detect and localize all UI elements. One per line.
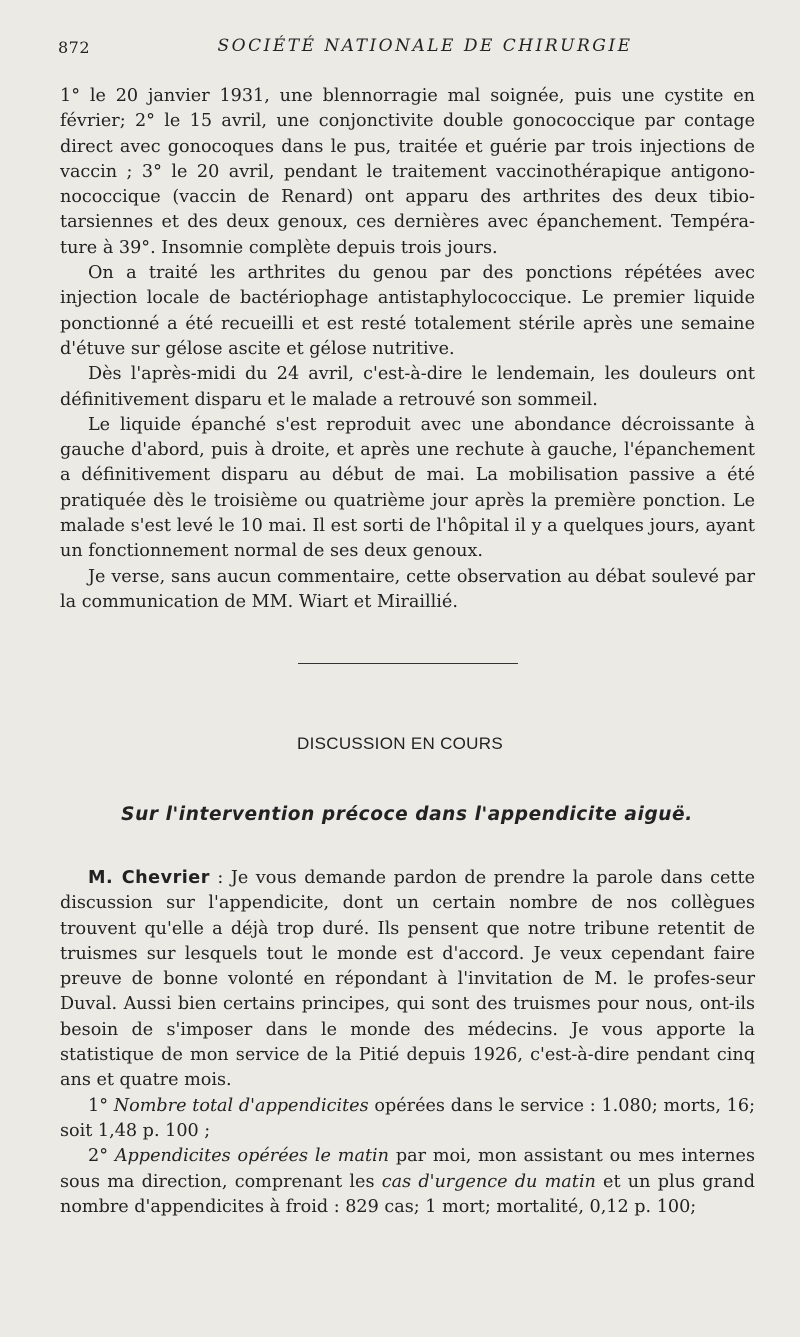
section-heading: DISCUSSION EN COURS bbox=[297, 734, 503, 753]
paragraph bbox=[60, 866, 755, 1094]
discussion-text bbox=[60, 866, 755, 1220]
speaker-name: M. Chevrier bbox=[88, 868, 210, 888]
section-subheading: Sur l'intervention précoce dans l'appendicite aiguë. bbox=[121, 804, 693, 825]
paragraph: 1° le 20 janvier 1931, une blennorragie mal soignée, puis une cystite en février; 2° le 15 avril, une conjonctivite double gonococcique par contage direct avec gonocoques dans le pus, traitée et guérie par trois injections de vaccin ; 3° le 20 avril, pendant le traitement vaccinothérapique antigono-nococcique (vaccin de Renard) ont apparu des arthrites des deux tibio-tarsiennes et des deux genoux, ces dernières avec épanchement. Tempéra-ture à 39°. Insomnie complète depuis trois jours. bbox=[60, 86, 755, 258]
section-divider bbox=[298, 663, 518, 664]
observation-text bbox=[60, 84, 755, 615]
item-term: Appendicites opérées le matin bbox=[114, 1146, 389, 1167]
item-text: par moi, mon assistant ou mes internes sous ma direction, comprenant les bbox=[60, 1146, 755, 1192]
paragraph: Le liquide épanché s'est reproduit avec une abondance décroissante à gauche d'abord, puis à droite, et après une rechute à gauche, l'épanchement a définitivement disparu au début de mai. La mobilisation passive a été pratiquée dès le troisième ou quatrième jour après la première ponction. Le malade s'est levé le 10 mai. Il est sorti de l'hôpital il y a quelques jours, ayant un fonctionnement normal de ses deux genoux. bbox=[60, 414, 755, 562]
item-number: 1° bbox=[88, 1095, 114, 1116]
item-term: Nombre total d'appendicites bbox=[113, 1095, 369, 1116]
running-header: SOCIÉTÉ NATIONALE DE CHIRURGIE bbox=[217, 36, 633, 56]
item-text: et un plus grand nombre d'appendicites à froid : 829 cas; 1 mort; mortalité, 0,12 p. 100; bbox=[60, 1171, 755, 1217]
speaker-remarks: : Je vous demande pardon de prendre la parole dans cette discussion sur l'appendicite, dont un certain nombre de nos collègues trouvent qu'elle a déjà trop duré. Ils pensent que notre tribune retentit de truismes sur lesquels tout le monde est d'accord. Je veux cependant faire preuve de bonne volonté en répondant à l'invitation de M. le profes-seur Duval. Aussi bien certains principes, qui sont des truismes pour nous, ont-ils besoin de s'imposer dans le monde des médecins. Je vous apporte la statistique de mon service de la Pitié depuis 1926, c'est-à-dire pendant cinq ans et quatre mois. bbox=[60, 868, 755, 1091]
item-text: opérées dans le service : 1.080; morts, 16; soit 1,48 p. 100 ; bbox=[60, 1095, 755, 1141]
paragraph: On a traité les arthrites du genou par des ponctions répétées avec injection locale de bactériophage antistaphylococcique. Le premier liquide ponctionné a été recueilli et est resté totalement stérile après une semaine d'étuve sur gélose ascite et gélose nutritive. bbox=[60, 263, 755, 359]
page-number: 872 bbox=[58, 38, 91, 57]
list-item bbox=[60, 1144, 755, 1220]
list-item bbox=[60, 1094, 755, 1145]
paragraph: Je verse, sans aucun commentaire, cette observation au débat soulevé par la communication de MM. Wiart et Miraillié. bbox=[60, 566, 755, 612]
item-number: 2° bbox=[88, 1146, 115, 1167]
item-term: cas d'urgence du matin bbox=[381, 1171, 596, 1192]
paragraph: Dès l'après-midi du 24 avril, c'est-à-dire le lendemain, les douleurs ont définitivement disparu et le malade a retrouvé son sommeil. bbox=[60, 364, 755, 410]
